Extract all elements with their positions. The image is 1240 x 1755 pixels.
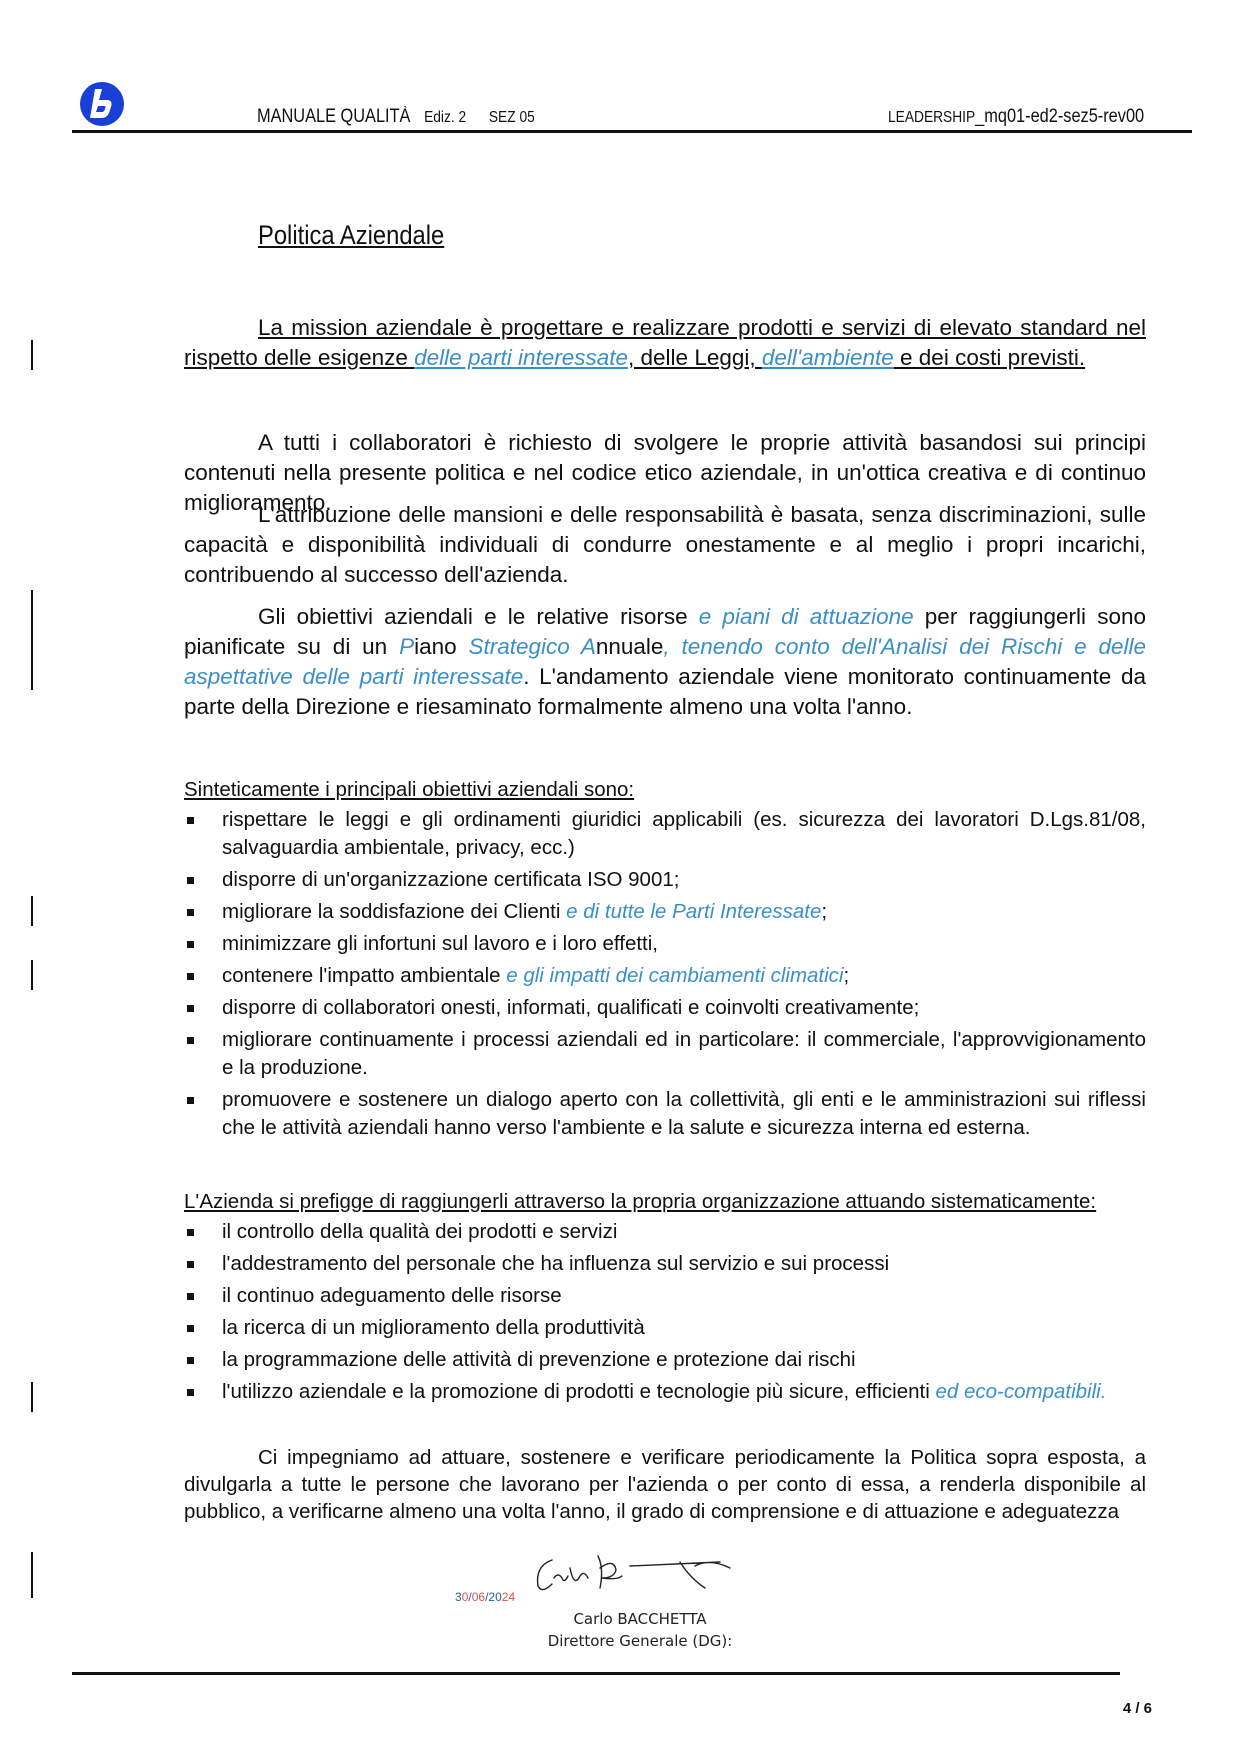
- mission-text-1: La mission aziendale è progettare e realizzare prodotti e servizi di elevato standard nel rispetto delle esigenze: [184, 315, 1146, 370]
- objectives-highlight-2: P: [399, 634, 415, 659]
- attribution-text: L'attribuzione delle mansioni e delle responsabilità è basata, senza discriminazioni, sulle capacità e disponibilità individuali di condurre onestamente e al meglio i propri incarichi, contribuendo al successo dell'azienda.: [184, 502, 1146, 587]
- objectives-text-4: nnuale: [595, 634, 664, 659]
- header-left: [257, 106, 535, 128]
- objectives-list: [184, 806, 1146, 1146]
- list-item: migliorare la soddisfazione dei Clienti e di tutte le Parti Interessate;: [184, 898, 1146, 926]
- list-item: contenere l'impatto ambientale e gli impatti dei cambiamenti climatici;: [184, 962, 1146, 990]
- change-bar: [31, 1382, 33, 1412]
- objectives-text-3: iano: [414, 634, 469, 659]
- signer-name: Carlo BACCHETTA: [573, 1610, 707, 1628]
- company-logo: [78, 80, 126, 128]
- doc-title: MANUALE QUALITÀ: [257, 106, 411, 127]
- mission-text-2: , delle Leggi,: [628, 345, 762, 370]
- objectives-text-1: Gli obiettivi aziendali e le relative risorse: [258, 604, 699, 629]
- change-bar: [31, 590, 33, 690]
- list-item: migliorare continuamente i processi aziendali ed in particolare: il commerciale, l'approvvigionamento e la produzione.: [184, 1026, 1146, 1082]
- methods-list-heading: L'Azienda si prefigge di raggiungerli attraverso la propria organizzazione attuando sistematicamente:: [184, 1190, 1097, 1213]
- list-item: rispettare le leggi e gli ordinamenti giuridici applicabili (es. sicurezza dei lavoratori D.Lgs.81/08, salvaguardia ambientale, privacy, ecc.): [184, 806, 1146, 862]
- list-item: la ricerca di un miglioramento della produttività: [184, 1314, 1146, 1342]
- signature-date: 30/06/2024: [455, 1590, 516, 1604]
- doc-edition: Ediz. 2: [424, 109, 467, 126]
- list-item: la programmazione delle attività di prevenzione e protezione dai rischi: [184, 1346, 1146, 1374]
- list-item: promuovere e sostenere un dialogo aperto con la collettività, gli enti e le amministrazioni sui riflessi che le attività aziendali hanno verso l'ambiente e la salute e sicurezza interna ed esterna.: [184, 1086, 1146, 1142]
- change-bar: [31, 960, 33, 990]
- mission-highlight-1: delle parti interessate: [414, 345, 629, 370]
- list-item: disporre di un'organizzazione certificata ISO 9001;: [184, 866, 1146, 894]
- page-title: Politica Aziendale: [258, 220, 445, 250]
- signer-role: Direttore Generale (DG):: [547, 1632, 733, 1650]
- list-item: il controllo della qualità dei prodotti e servizi: [184, 1218, 1146, 1246]
- objectives-text-2: per raggiungerli sono pianificate su di un: [184, 604, 1146, 659]
- list-item: disporre di collaboratori onesti, informati, qualificati e coinvolti creativamente;: [184, 994, 1146, 1022]
- header-right: [888, 106, 1144, 128]
- change-bar: [31, 1552, 33, 1598]
- header-rule: [72, 130, 1192, 133]
- footer-rule: [72, 1672, 1120, 1675]
- objectives-highlight-4: , tenendo conto dell'Analisi dei Rischi e delle aspettative delle parti interessate: [184, 634, 1146, 689]
- handwritten-signature: [530, 1548, 760, 1598]
- objectives-highlight-3: Strategico A: [468, 634, 596, 659]
- change-bar: [31, 896, 33, 926]
- list-item: l'addestramento del personale che ha influenza sul servizio e sui processi: [184, 1250, 1146, 1278]
- collaborators-text: A tutti i collaboratori è richiesto di svolgere le proprie attività basandosi sui principi contenuti nella presente politica e nel codice etico aziendale, in un'ottica creativa e di continuo miglioramento.: [184, 430, 1146, 515]
- closing-text: Ci impegniamo ad attuare, sostenere e verificare periodicamente la Politica sopra esposta, a divulgarla a tutte le persone che lavorano per l'azienda o per conto di essa, a renderla disponibile al pubblico, a verificarne almeno una volta l'anno, il grado di comprensione e di attuazione e adeguatezza: [184, 1446, 1146, 1523]
- objectives-list-heading: Sinteticamente i principali obiettivi aziendali sono:: [184, 778, 635, 801]
- attribution-paragraph: [184, 500, 1146, 590]
- change-bar: [31, 340, 33, 370]
- objectives-paragraph: [184, 602, 1146, 722]
- list-item: minimizzare gli infortuni sul lavoro e i loro effetti,: [184, 930, 1146, 958]
- list-item: l'utilizzo aziendale e la promozione di prodotti e tecnologie più sicure, efficienti ed eco-compatibili.: [184, 1378, 1146, 1406]
- closing-paragraph: [184, 1444, 1146, 1525]
- signer-block: [500, 1608, 780, 1652]
- mission-highlight-2: dell'ambiente: [761, 345, 894, 370]
- doc-code: _mq01-ed2-sez5-rev00: [975, 106, 1145, 127]
- mission-paragraph: [184, 313, 1146, 373]
- doc-code-prefix: LEADERSHIP: [888, 109, 976, 126]
- objectives-highlight-1: e piani di attuazione: [698, 604, 914, 629]
- page-number: 4 / 6: [1122, 1700, 1152, 1717]
- objectives-text-5: . L'andamento aziendale viene monitorato continuamente da parte della Direzione e riesaminato formalmente almeno una volta l'anno.: [184, 664, 1146, 719]
- methods-list: [184, 1218, 1146, 1410]
- mission-text-3: e dei costi previsti.: [893, 345, 1086, 370]
- doc-section: SEZ 05: [488, 109, 535, 126]
- list-item: il continuo adeguamento delle risorse: [184, 1282, 1146, 1310]
